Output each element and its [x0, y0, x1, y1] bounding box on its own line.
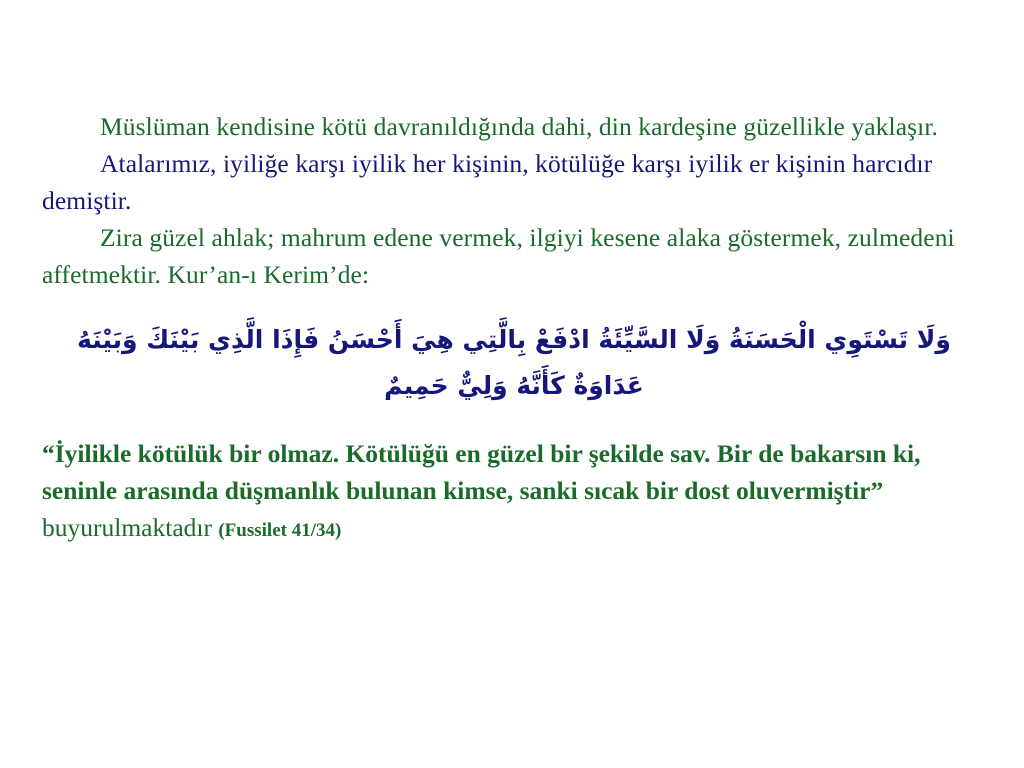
- paragraph-1: Müslüman kendisine kötü davranıldığında dahi, din kardeşine güzellikle yaklaşır.: [100, 112, 938, 141]
- translation-quote-block: [42, 435, 957, 549]
- quote-bold-text: “İyilikle kötülük bir olmaz. Kötülüğü en güzel bir şekilde sav. Bir de bakarsın ki, seninle arasında düşmanlık bulunan kimse, sanki sıcak bir dost oluvermiştir”: [42, 439, 921, 505]
- quote-reference: (Fussilet 41/34): [218, 520, 342, 541]
- arabic-verse-text: وَلَا تَسْتَوِي الْحَسَنَةُ وَلَا السَّيِّئَةُ ادْفَعْ بِالَّتِي هِيَ أَحْسَنُ فَإِذَا الَّذِي بَيْنَكَ وَبَيْنَهُ عَدَاوَةٌ كَأَنَّهُ وَلِيٌّ حَمِيمٌ: [77, 325, 951, 400]
- quote-normal-text: buyurulmaktadır: [42, 513, 212, 542]
- slide-content-body: [42, 108, 986, 549]
- paragraph-2: Atalarımız, iyiliğe karşı iyilik her kişinin, kötülüğe karşı iyilik er kişinin harcıdır demiştir.: [42, 149, 933, 215]
- paragraph-3: Zira güzel ahlak; mahrum edene vermek, ilgiyi kesene alaka göstermek, zulmedeni affetmektir. Kur’an-ı Kerim’de:: [42, 223, 955, 289]
